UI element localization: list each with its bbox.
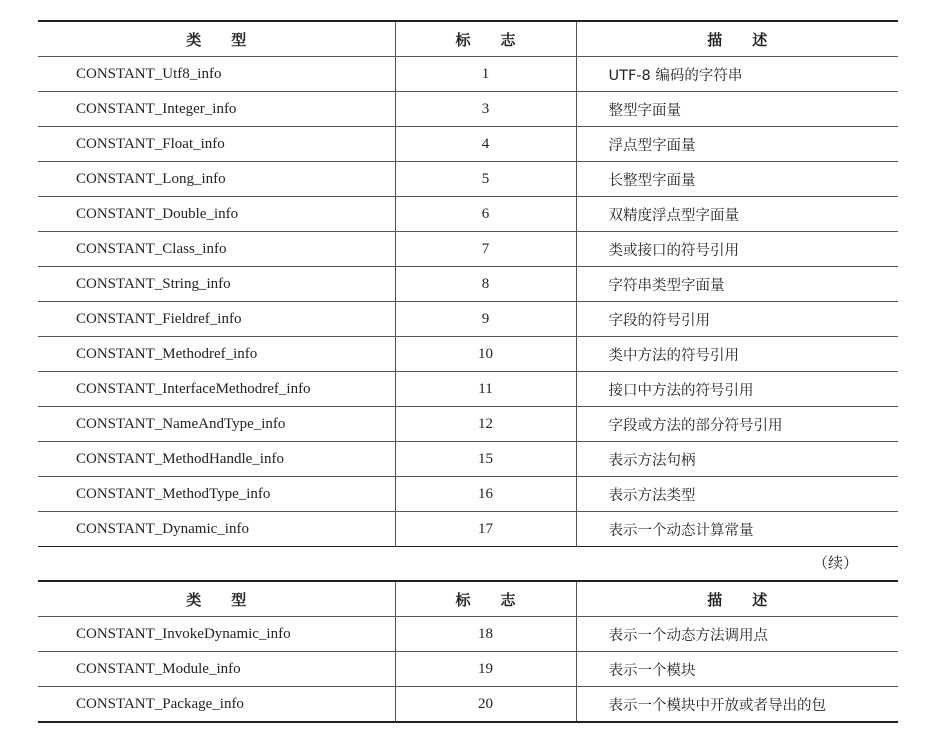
- desc-cell: 表示一个模块中开放或者导出的包: [608, 697, 826, 714]
- header-row: [38, 21, 898, 57]
- desc-cell: 字段的符号引用: [576, 302, 898, 337]
- desc-cell: 字符串类型字面量: [576, 267, 898, 302]
- flag-cell: 6: [395, 197, 576, 232]
- table-row: [38, 57, 898, 92]
- type-cell: CONSTANT_Long_info: [38, 162, 395, 197]
- type-cell: CONSTANT_Double_info: [38, 197, 395, 232]
- desc-cell: 接口中方法的符号引用: [576, 372, 898, 407]
- table-row: [38, 302, 898, 337]
- table-row: [38, 232, 898, 267]
- flag-cell: 12: [395, 407, 576, 442]
- desc-cell: 浮点型字面量: [576, 127, 898, 162]
- constant-pool-table: [38, 20, 898, 547]
- desc-cell: 表示方法句柄: [576, 442, 898, 477]
- flag-cell: 16: [395, 477, 576, 512]
- desc-cell: 表示方法类型: [576, 477, 898, 512]
- table-row: [38, 617, 898, 652]
- desc-cell: 字段或方法的部分符号引用: [576, 407, 898, 442]
- type-cell: CONSTANT_Utf8_info: [38, 57, 395, 92]
- desc-cell: 表示一个模块: [576, 652, 898, 687]
- table-row: [38, 407, 898, 442]
- flag-cell: 1: [395, 57, 576, 92]
- type-cell: CONSTANT_Fieldref_info: [38, 302, 395, 337]
- type-cell: CONSTANT_Integer_info: [38, 92, 395, 127]
- flag-cell: 19: [395, 652, 576, 687]
- type-cell: CONSTANT_String_info: [38, 267, 395, 302]
- flag-cell: 18: [395, 617, 576, 652]
- header-type: 类 型: [38, 21, 395, 57]
- table-row: [38, 477, 898, 512]
- flag-cell: 17: [395, 512, 576, 547]
- header-flag: 标 志: [395, 581, 576, 617]
- type-cell: CONSTANT_Package_info: [76, 695, 244, 712]
- type-cell: CONSTANT_NameAndType_info: [38, 407, 395, 442]
- desc-cell: 长整型字面量: [576, 162, 898, 197]
- header-flag: 标 志: [395, 21, 576, 57]
- type-cell: CONSTANT_Dynamic_info: [76, 520, 249, 537]
- table-row: [38, 652, 898, 687]
- type-cell: CONSTANT_Float_info: [38, 127, 395, 162]
- table-row: [38, 127, 898, 162]
- header-desc: 描 述: [576, 581, 898, 617]
- desc-cell: 类或接口的符号引用: [576, 232, 898, 267]
- desc-cell: UTF-8 编码的字符串: [576, 57, 898, 92]
- desc-cell: 整型字面量: [576, 92, 898, 127]
- flag-cell: 10: [395, 337, 576, 372]
- table-row: [38, 337, 898, 372]
- table-row: [38, 162, 898, 197]
- constant-pool-table-continued: [38, 580, 898, 723]
- desc-cell: 双精度浮点型字面量: [576, 197, 898, 232]
- flag-cell: 8: [395, 267, 576, 302]
- flag-cell: 4: [395, 127, 576, 162]
- table-row: [38, 687, 898, 723]
- continued-label: （续）: [812, 554, 858, 572]
- type-cell: CONSTANT_Class_info: [38, 232, 395, 267]
- desc-cell: 类中方法的符号引用: [576, 337, 898, 372]
- table-row: [38, 267, 898, 302]
- type-cell: CONSTANT_Module_info: [38, 652, 395, 687]
- header-type: 类 型: [38, 581, 395, 617]
- table-row: [38, 92, 898, 127]
- type-cell: CONSTANT_InterfaceMethodref_info: [38, 372, 395, 407]
- table-row: [38, 197, 898, 232]
- flag-cell: 9: [395, 302, 576, 337]
- type-cell: CONSTANT_MethodHandle_info: [38, 442, 395, 477]
- header-row: [38, 581, 898, 617]
- desc-cell: 表示一个动态方法调用点: [576, 617, 898, 652]
- type-cell: CONSTANT_Methodref_info: [38, 337, 395, 372]
- flag-cell: 3: [395, 92, 576, 127]
- table-row: [38, 512, 898, 547]
- type-cell: CONSTANT_InvokeDynamic_info: [38, 617, 395, 652]
- flag-cell: 11: [395, 372, 576, 407]
- flag-cell: 20: [395, 687, 576, 723]
- desc-cell: 表示一个动态计算常量: [608, 522, 754, 539]
- flag-cell: 5: [395, 162, 576, 197]
- header-desc: 描 述: [576, 21, 898, 57]
- flag-cell: 7: [395, 232, 576, 267]
- flag-cell: 15: [395, 442, 576, 477]
- table-row: [38, 442, 898, 477]
- table-row: [38, 372, 898, 407]
- type-cell: CONSTANT_MethodType_info: [38, 477, 395, 512]
